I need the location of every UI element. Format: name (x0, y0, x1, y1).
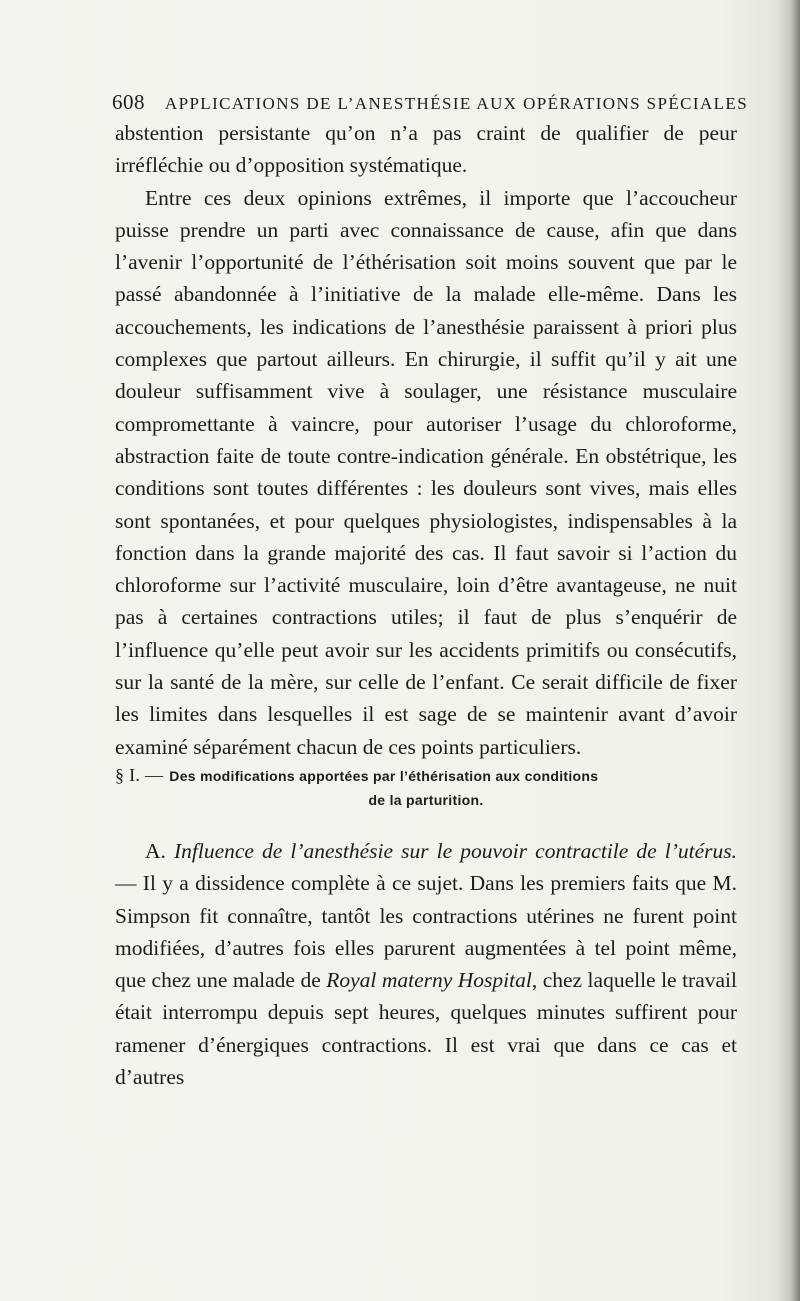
body-text-bottom (115, 835, 737, 1093)
page-edge-shadow (778, 0, 800, 1301)
section-title-line2: de la parturition. (368, 792, 484, 808)
subsection-paragraph (115, 835, 737, 1093)
section-title-line1: Des modifications apportées par l’éthérisation aux conditions (169, 768, 599, 784)
page-number: 608 (112, 90, 145, 114)
body-text-top (115, 117, 737, 763)
paragraph-continuation: abstention persistante qu’on n’a pas craint de qualifier de peur irréfléchie ou d’opposition systématique. (115, 121, 737, 178)
section-heading (115, 763, 737, 812)
section-mark: § I. — (115, 765, 164, 785)
subsection-text-2: , chez laquelle le travail était interrompu depuis sept heures, quelques minutes suffirent pour ramener d’énergiques contractions. Il est vrai que dans ce cas et d’autres (115, 968, 737, 1090)
running-head: APPLICATIONS DE L’ANESTHÉSIE AUX OPÉRATIONS SPÉCIALES (164, 94, 749, 113)
subsection-text-1: — Il y a dissidence complète à ce sujet. Dans les premiers faits que M. Simpson fit connaître, tantôt les contractions utérines ne furent point modifiées, d’autres fois elles parurent augmentées à tel point même, que chez une malade de (115, 871, 737, 993)
page-header (112, 90, 752, 115)
subsection-title: Influence de l’anesthésie sur le pouvoir contractile de l’utérus. (173, 839, 737, 863)
hospital-name: Royal materny Hospital (326, 968, 532, 993)
paragraph-main: Entre ces deux opinions extrêmes, il importe que l’accoucheur puisse prendre un parti avec connaissance de cause, afin que dans l’avenir l’opportunité de l’éthérisation soit moins souvent que par le passé abandonnée à l’initiative de la malade elle-même. Dans les accouchements, les indications de l’anesthésie paraissent à priori plus complexes que partout ailleurs. En chirurgie, il suffit qu’il y ait une douleur suffisamment vive à soulager, une résistance musculaire compromettante à vaincre, pour autoriser l’usage du chloroforme, abstraction faite de toute contre-indication générale. En obstétrique, les conditions sont toutes différentes : les douleurs sont vives, mais elles sont spontanées, et pour quelques physiologistes, indispensables à la fonction dans la grande majorité des cas. Il faut savoir si l’action du chloroforme sur l’activité musculaire, loin d’être avantageuse, ne nuit pas à certaines contractions utiles; il faut de plus s’enquérir de l’influence qu’elle peut avoir sur les accidents primitifs ou consécutifs, sur la santé de la mère, sur celle de l’enfant. Ce serait difficile de fixer les limites dans lesquelles il est sage de se maintenir avant d’avoir examiné séparément chacun de ces points particuliers. (115, 185, 737, 759)
subsection-label: A. (145, 839, 166, 863)
